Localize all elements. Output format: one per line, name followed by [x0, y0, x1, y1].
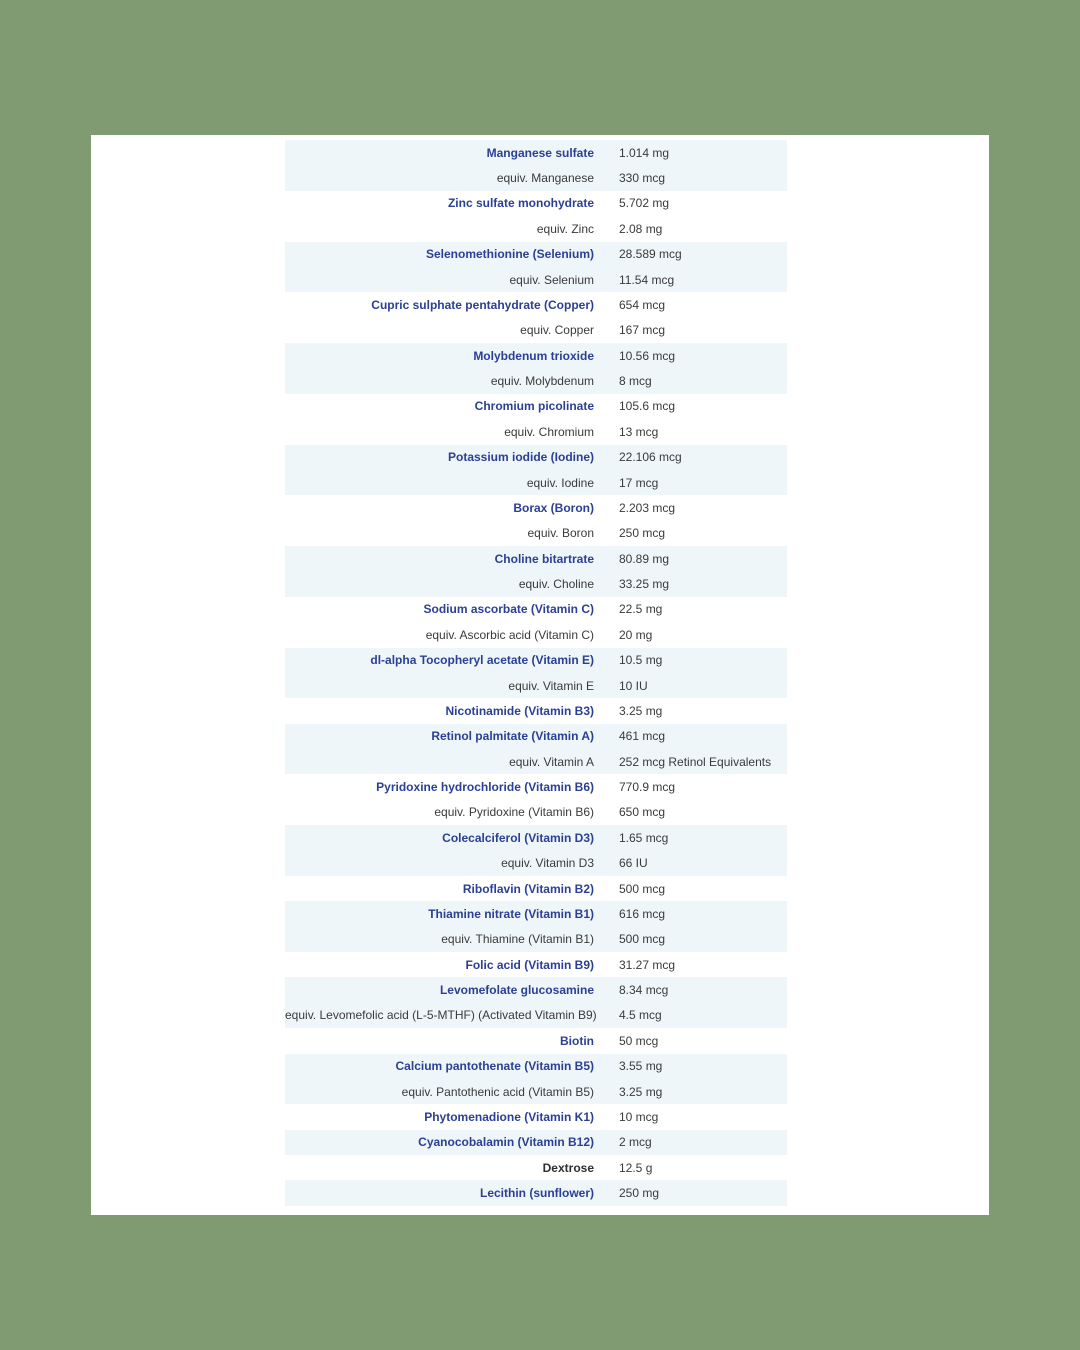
ingredient-row: [285, 445, 787, 470]
amount-value: 28.589 mcg: [619, 247, 682, 262]
ingredient-group: [285, 825, 787, 876]
ingredient-group: [285, 445, 787, 496]
amount-value: 10 IU: [619, 678, 648, 693]
equivalent-row: [285, 673, 787, 698]
ingredient-row: [285, 1180, 787, 1205]
ingredient-link[interactable]: Retinol palmitate (Vitamin A): [431, 729, 594, 744]
ingredient-row: [285, 977, 787, 1002]
ingredient-group: [285, 1028, 787, 1053]
ingredient-group: [285, 597, 787, 648]
ingredient-row: [285, 724, 787, 749]
ingredient-group: [285, 1180, 787, 1205]
ingredient-group: [285, 495, 787, 546]
ingredient-group: [285, 394, 787, 445]
amount-value: 66 IU: [619, 856, 648, 871]
ingredient-link[interactable]: Phytomenadione (Vitamin K1): [424, 1109, 594, 1124]
ingredient-row: [285, 1028, 787, 1053]
ingredient-link[interactable]: Pyridoxine hydrochloride (Vitamin B6): [376, 780, 594, 795]
ingredient-row: [285, 1155, 787, 1180]
ingredient-group: [285, 1054, 787, 1105]
equivalent-name: equiv. Selenium: [509, 272, 594, 287]
ingredient-link[interactable]: dl-alpha Tocopheryl acetate (Vitamin E): [370, 653, 594, 668]
ingredient-row: [285, 495, 787, 520]
ingredient-link[interactable]: Cupric sulphate pentahydrate (Copper): [371, 297, 594, 312]
ingredient-row: [285, 648, 787, 673]
amount-value: 22.106 mcg: [619, 450, 682, 465]
ingredient-group: [285, 242, 787, 293]
amount-value: 50 mcg: [619, 1033, 659, 1048]
amount-value: 2.203 mcg: [619, 500, 676, 515]
amount-value: 10.56 mcg: [619, 348, 676, 363]
amount-value: 1.65 mcg: [619, 830, 669, 845]
amount-value: 3.25 mg: [619, 1084, 663, 1099]
ingredient-row: [285, 1104, 787, 1129]
amount-value: 8.34 mcg: [619, 983, 669, 998]
equivalent-name: equiv. Iodine: [526, 475, 594, 490]
ingredient-row: [285, 825, 787, 850]
ingredient-group: [285, 977, 787, 1028]
equivalent-name: equiv. Boron: [527, 526, 594, 541]
ingredient-link[interactable]: Selenomethionine (Selenium): [425, 247, 594, 262]
equivalent-row: [285, 927, 787, 952]
ingredient-link[interactable]: Nicotinamide (Vitamin B3): [445, 703, 594, 718]
ingredient-row: [285, 698, 787, 723]
ingredient-link[interactable]: Zinc sulfate monohydrate: [447, 196, 594, 211]
amount-value: 250 mcg: [619, 526, 666, 541]
content-card: [91, 135, 989, 1215]
ingredient-row: [285, 876, 787, 901]
ingredient-row: [285, 1130, 787, 1155]
ingredient-group: [285, 774, 787, 825]
ingredient-link[interactable]: Thiamine nitrate (Vitamin B1): [428, 906, 594, 921]
amount-value: 500 mcg: [619, 932, 666, 947]
ingredient-link[interactable]: Manganese sulfate: [486, 145, 594, 160]
amount-value: 33.25 mg: [619, 577, 670, 592]
ingredient-row: [285, 242, 787, 267]
ingredient-row: [285, 597, 787, 622]
equivalent-row: [285, 368, 787, 393]
amount-value: 461 mcg: [619, 729, 666, 744]
equivalent-name: equiv. Pantothenic acid (Vitamin B5): [401, 1084, 594, 1099]
amount-value: 3.25 mg: [619, 703, 663, 718]
ingredient-group: [285, 724, 787, 775]
ingredient-link[interactable]: Calcium pantothenate (Vitamin B5): [395, 1059, 594, 1074]
equivalent-name: equiv. Choline: [518, 577, 594, 592]
amount-value: 31.27 mcg: [619, 957, 676, 972]
amount-value: 616 mcg: [619, 906, 666, 921]
ingredient-link[interactable]: Potassium iodide (Iodine): [447, 450, 594, 465]
ingredient-link[interactable]: Riboflavin (Vitamin B2): [462, 881, 594, 896]
equivalent-name: equiv. Ascorbic acid (Vitamin C): [425, 627, 594, 642]
ingredients-table: [285, 140, 787, 1206]
equivalent-row: [285, 521, 787, 546]
ingredient-row: [285, 774, 787, 799]
equivalent-row: [285, 851, 787, 876]
amount-value: 4.5 mcg: [619, 1008, 662, 1023]
ingredient-row: [285, 191, 787, 216]
amount-value: 3.55 mg: [619, 1059, 663, 1074]
ingredient-link[interactable]: Folic acid (Vitamin B9): [465, 957, 594, 972]
ingredient-group: [285, 343, 787, 394]
equivalent-row: [285, 216, 787, 241]
amount-value: 5.702 mg: [619, 196, 670, 211]
amount-value: 12.5 g: [619, 1160, 653, 1175]
amount-value: 167 mcg: [619, 323, 666, 338]
amount-value: 2.08 mg: [619, 221, 663, 236]
ingredient-link[interactable]: Lecithin (sunflower): [480, 1186, 594, 1201]
amount-value: 250 mg: [619, 1186, 660, 1201]
amount-value: 330 mcg: [619, 171, 666, 186]
ingredient-row: [285, 901, 787, 926]
ingredient-link[interactable]: Choline bitartrate: [494, 551, 594, 566]
equivalent-row: [285, 1079, 787, 1104]
equivalent-name: equiv. Thiamine (Vitamin B1): [441, 932, 594, 947]
amount-value: 80.89 mg: [619, 551, 670, 566]
equivalent-row: [285, 800, 787, 825]
equivalent-row: [285, 470, 787, 495]
amount-value: 770.9 mcg: [619, 780, 676, 795]
ingredient-row: [285, 140, 787, 165]
ingredient-group: [285, 1104, 787, 1129]
ingredient-row: [285, 292, 787, 317]
ingredient-link[interactable]: Sodium ascorbate (Vitamin C): [423, 602, 594, 617]
ingredient-group: [285, 901, 787, 952]
equivalent-name: equiv. Vitamin D3: [501, 856, 594, 871]
ingredient-link[interactable]: Chromium picolinate: [474, 399, 594, 414]
ingredient-group: [285, 876, 787, 901]
ingredient-row: [285, 952, 787, 977]
ingredient-group: [285, 546, 787, 597]
equivalent-row: [285, 419, 787, 444]
amount-value: 654 mcg: [619, 297, 666, 312]
ingredient-link[interactable]: Levomefolate glucosamine: [439, 983, 594, 998]
equivalent-name: equiv. Manganese: [496, 171, 594, 186]
equivalent-name: equiv. Vitamin E: [508, 678, 594, 693]
ingredient-name: Dextrose: [542, 1160, 594, 1175]
amount-value: 10.5 mg: [619, 653, 663, 668]
amount-value: 8 mcg: [619, 374, 652, 389]
ingredient-row: [285, 394, 787, 419]
equivalent-name: equiv. Copper: [520, 323, 594, 338]
amount-value: 105.6 mcg: [619, 399, 676, 414]
ingredient-group: [285, 140, 787, 191]
ingredient-group: [285, 1130, 787, 1155]
ingredient-row: [285, 343, 787, 368]
equivalent-row: [285, 1003, 787, 1028]
ingredient-group: [285, 952, 787, 977]
equivalent-row: [285, 749, 787, 774]
ingredient-group: [285, 1155, 787, 1180]
ingredient-row: [285, 1054, 787, 1079]
amount-value: 13 mcg: [619, 424, 659, 439]
ingredient-link[interactable]: Borax (Boron): [513, 500, 594, 515]
ingredient-link[interactable]: Cyanocobalamin (Vitamin B12): [418, 1135, 594, 1150]
ingredient-group: [285, 292, 787, 343]
equivalent-row: [285, 622, 787, 647]
amount-value: 22.5 mg: [619, 602, 663, 617]
amount-value: 650 mcg: [619, 805, 666, 820]
amount-value: 500 mcg: [619, 881, 666, 896]
equivalent-row: [285, 318, 787, 343]
ingredient-link[interactable]: Molybdenum trioxide: [473, 348, 594, 363]
ingredient-link[interactable]: Biotin: [560, 1033, 594, 1048]
ingredient-row: [285, 546, 787, 571]
ingredient-group: [285, 698, 787, 723]
equivalent-name: equiv. Pyridoxine (Vitamin B6): [434, 805, 594, 820]
ingredient-link[interactable]: Colecalciferol (Vitamin D3): [442, 830, 594, 845]
equivalent-name: equiv. Molybdenum: [490, 374, 594, 389]
ingredient-group: [285, 648, 787, 699]
ingredient-group: [285, 191, 787, 242]
equivalent-name: equiv. Levomefolic acid (L-5-MTHF) (Activated Vitamin B9): [285, 1008, 597, 1023]
amount-value: 20 mg: [619, 627, 653, 642]
equivalent-row: [285, 165, 787, 190]
amount-value: 10 mcg: [619, 1109, 659, 1124]
amount-value: 1.014 mg: [619, 145, 670, 160]
equivalent-name: equiv. Vitamin A: [509, 754, 594, 769]
amount-value: 2 mcg: [619, 1135, 652, 1150]
amount-value: 252 mcg Retinol Equivalents: [619, 754, 772, 769]
amount-value: 11.54 mcg: [619, 272, 675, 287]
equivalent-name: equiv. Chromium: [504, 424, 594, 439]
equivalent-row: [285, 571, 787, 596]
amount-value: 17 mcg: [619, 475, 659, 490]
equivalent-name: equiv. Zinc: [536, 221, 594, 236]
equivalent-row: [285, 267, 787, 292]
